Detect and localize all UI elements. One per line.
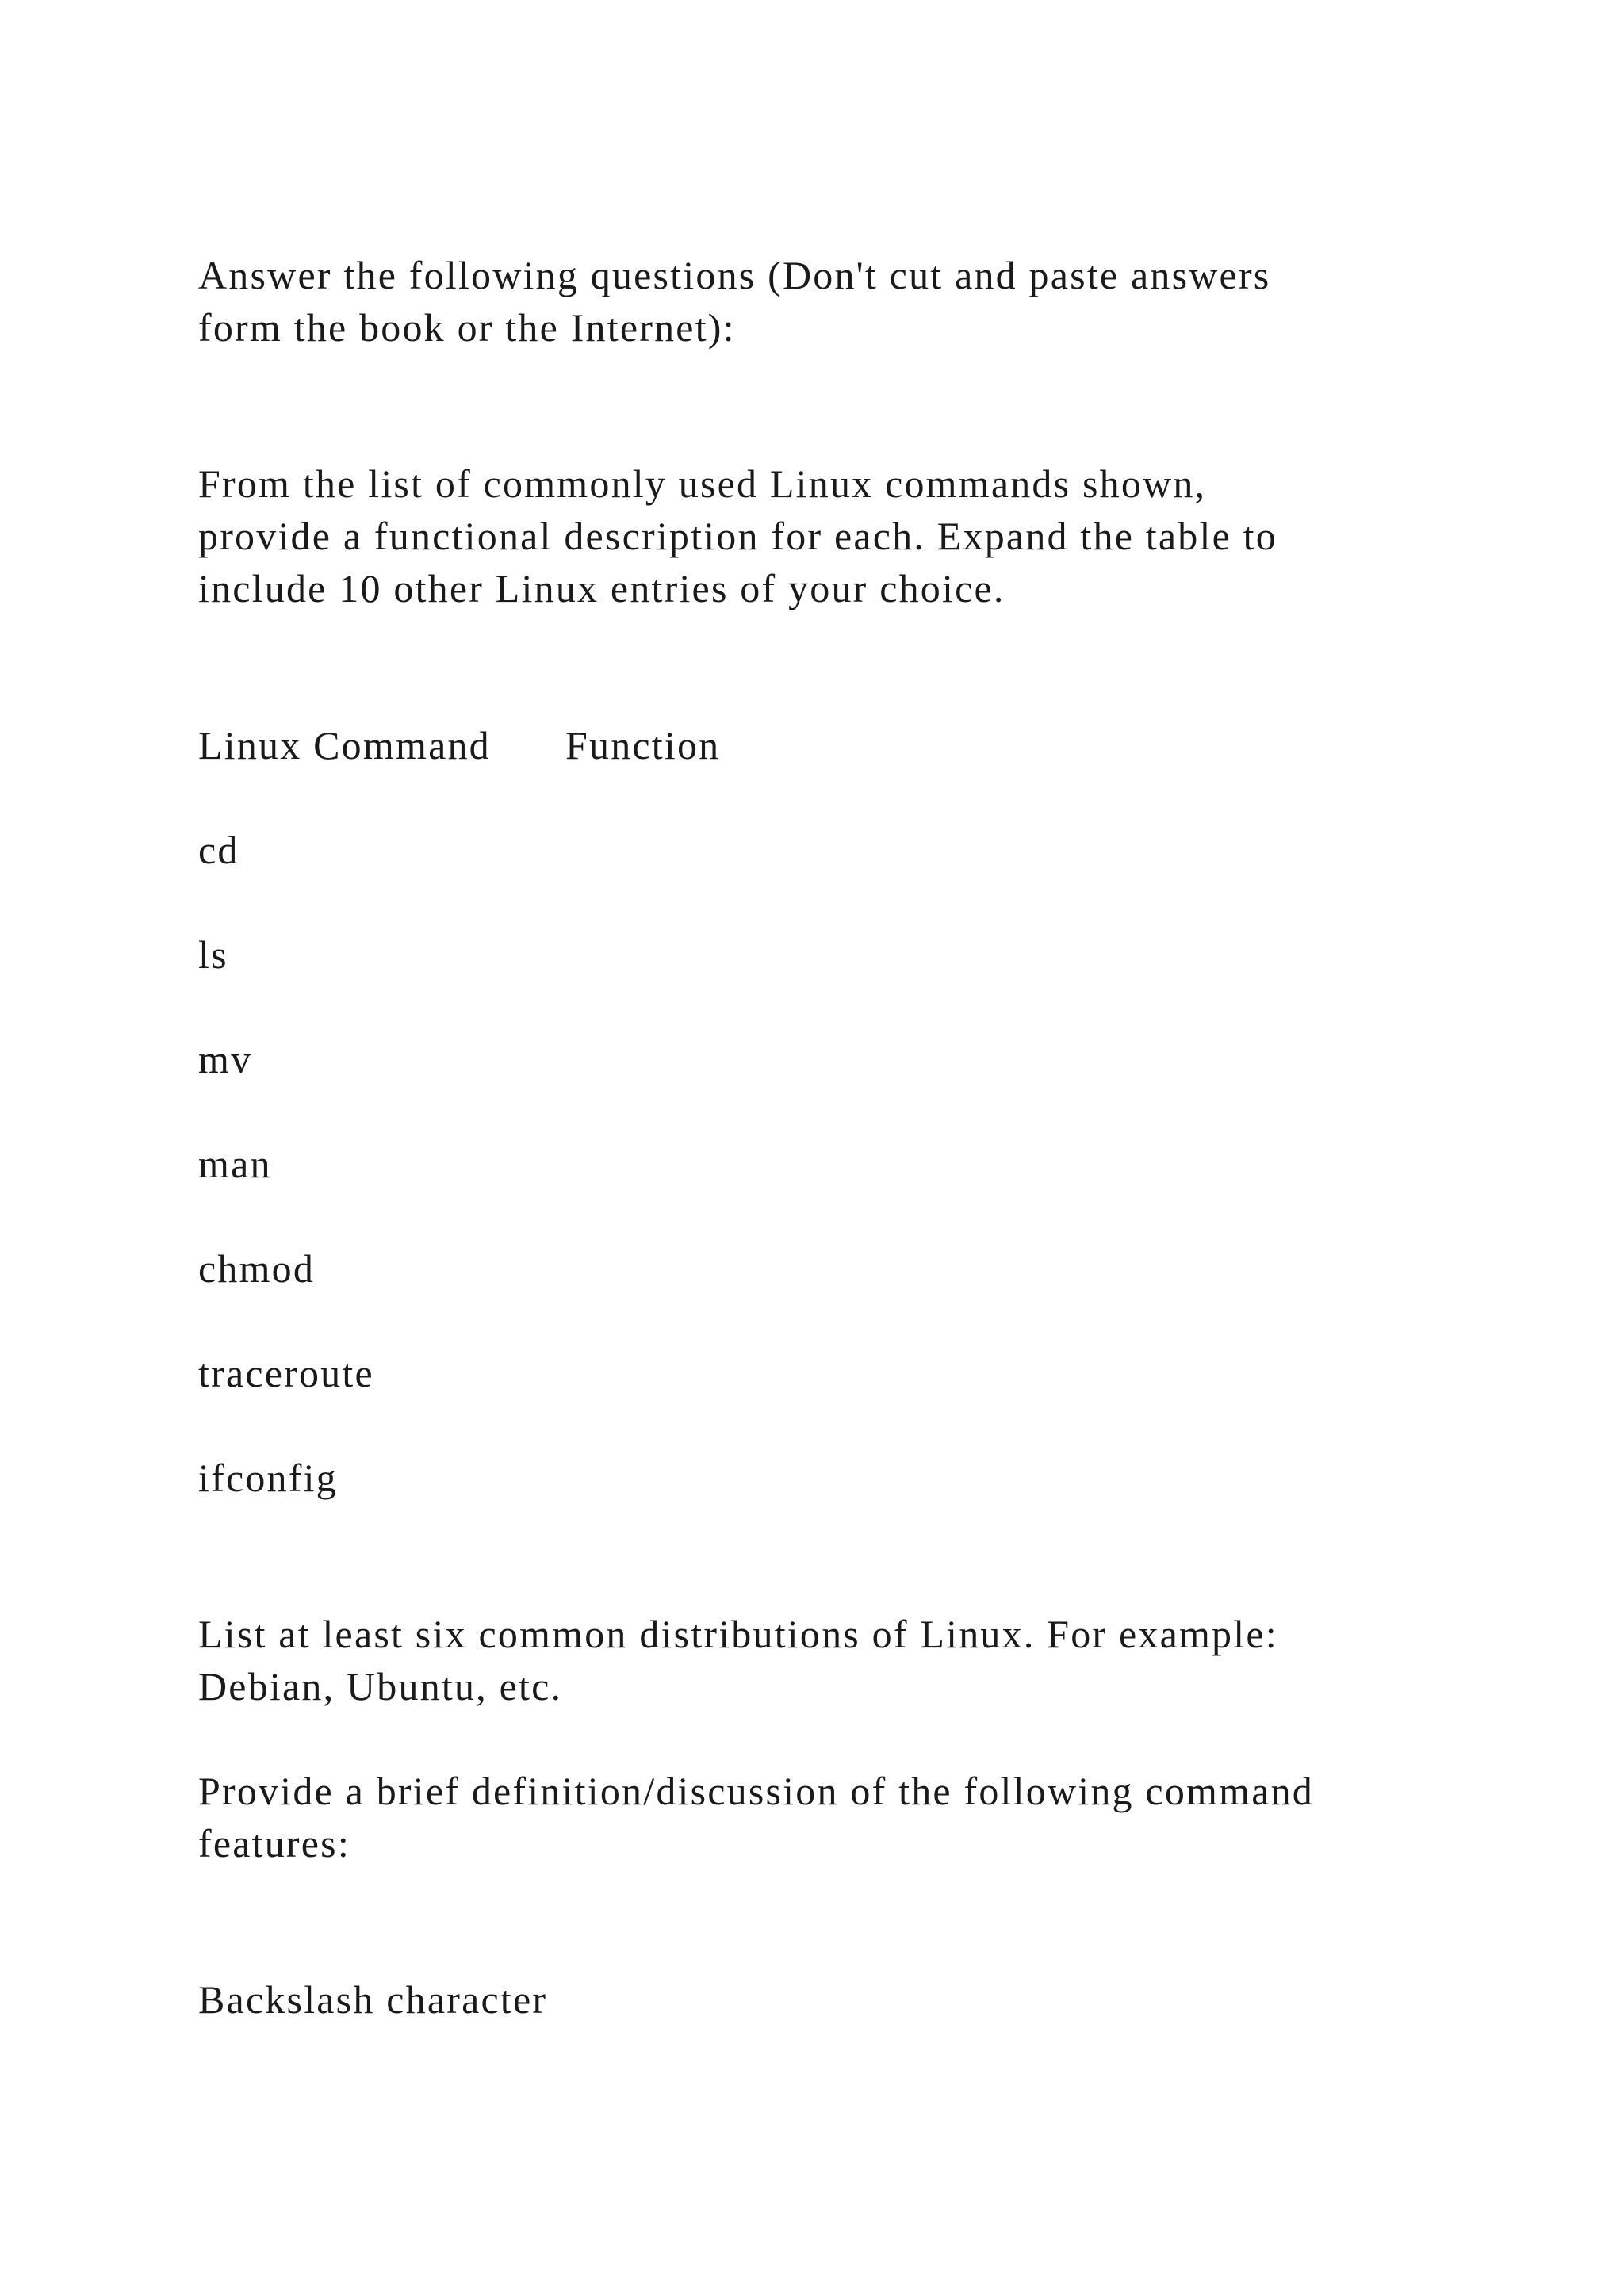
command-chmod: chmod — [198, 1246, 316, 1291]
question1-line-3: include 10 other Linux entries of your choice. — [198, 566, 1005, 610]
question2-line-2: Debian, Ubuntu, etc. — [198, 1664, 563, 1709]
command-man: man — [198, 1142, 272, 1186]
command-ifconfig: ifconfig — [198, 1456, 338, 1500]
intro-line-2: form the book or the Internet): — [198, 305, 736, 350]
table-header-function: Function — [565, 723, 721, 767]
command-mv: mv — [198, 1037, 253, 1081]
question2-line-1: List at least six common distributions of Linux. For example: — [198, 1612, 1278, 1656]
question3-line-1: Provide a brief definition/discussion of the following command — [198, 1769, 1315, 1813]
feature-backslash: Backslash character — [198, 1977, 548, 2022]
question1-line-2: provide a functional description for each. Expand the table to — [198, 514, 1277, 558]
command-traceroute: traceroute — [198, 1351, 374, 1395]
intro-line-1: Answer the following questions (Don't cut and paste answers — [198, 253, 1271, 297]
question1-line-1: From the list of commonly used Linux commands shown, — [198, 461, 1207, 506]
question3-line-2: features: — [198, 1821, 350, 1866]
table-header-command: Linux Command — [198, 723, 491, 767]
command-cd: cd — [198, 828, 239, 872]
command-ls: ls — [198, 932, 228, 977]
